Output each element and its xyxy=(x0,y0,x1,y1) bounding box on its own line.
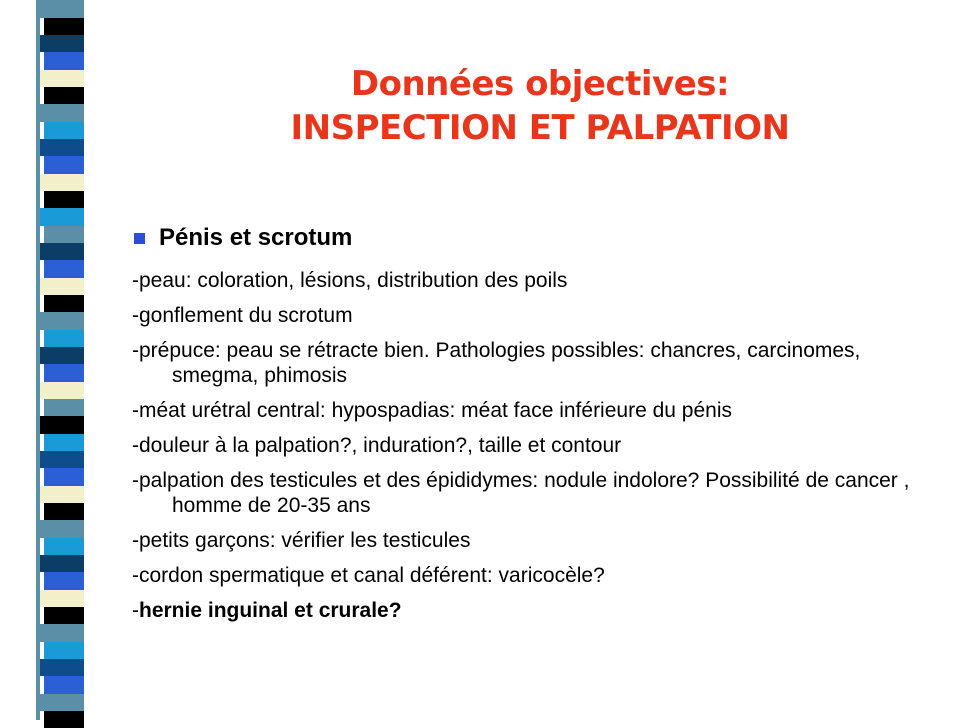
body-line: -petits garçons: vérifier les testicules xyxy=(132,529,471,552)
slide-title xyxy=(120,62,960,150)
stripe-block xyxy=(40,486,84,503)
stripe-block xyxy=(40,590,84,607)
body-line: -palpation des testicules et des épididymes: nodule indolore? Possibilité de cancer , homme de 20-35 ans xyxy=(132,469,910,517)
bullet-heading xyxy=(132,218,932,258)
stripe-block xyxy=(40,555,84,572)
stripe-block xyxy=(44,330,84,347)
stripe-block xyxy=(44,156,84,174)
stripe-block xyxy=(44,364,84,382)
bullet-heading-text: Pénis et scrotum xyxy=(159,224,353,251)
stripe-block xyxy=(44,295,84,312)
decorative-stripe-bar xyxy=(0,0,84,720)
title-line-2: INSPECTION ET PALPATION xyxy=(290,108,790,148)
stripe-block xyxy=(40,312,84,330)
stripe-block xyxy=(44,538,84,555)
stripe-block xyxy=(40,278,84,295)
stripe-block xyxy=(40,35,84,52)
stripe-block xyxy=(40,174,84,191)
stripe-block xyxy=(44,607,84,624)
stripe-block xyxy=(44,642,84,659)
slide-body xyxy=(132,218,932,623)
stripe-block xyxy=(44,468,84,486)
stripe-block xyxy=(40,243,84,260)
stripe-block xyxy=(40,416,84,434)
stripe-block xyxy=(40,694,84,711)
last-line-bold: hernie inguinal et crurale? xyxy=(139,599,402,622)
stripe-block xyxy=(44,434,84,451)
stripe-edge xyxy=(36,0,40,720)
stripe-block xyxy=(44,260,84,278)
square-bullet-icon xyxy=(134,233,145,244)
body-line: -cordon spermatique et canal déférent: varicocèle? xyxy=(132,564,605,587)
last-line-prefix: - xyxy=(132,599,139,622)
stripe-block xyxy=(40,382,84,399)
stripe-block xyxy=(44,18,84,35)
stripe-block xyxy=(40,347,84,364)
stripe-block xyxy=(40,104,84,122)
stripe-block xyxy=(44,676,84,694)
body-line: -prépuce: peau se rétracte bien. Pathologies possibles: chancres, carcinomes, smegma, phimosis xyxy=(132,339,861,387)
stripe-block xyxy=(44,226,84,243)
body-line: -peau: coloration, lésions, distribution des poils xyxy=(132,269,568,292)
stripe-block xyxy=(40,624,84,642)
stripe-block xyxy=(44,122,84,139)
stripe-block xyxy=(40,0,84,18)
stripe-block xyxy=(44,52,84,70)
stripe-block xyxy=(40,520,84,538)
stripe-block xyxy=(40,451,84,468)
body-line: -méat urétral central: hypospadias: méat face inférieure du pénis xyxy=(132,399,732,422)
stripe-block xyxy=(44,399,84,416)
stripe-block xyxy=(44,572,84,590)
title-line-1: Données objectives: xyxy=(350,64,730,104)
body-line-last xyxy=(132,598,932,623)
body-line: -douleur à la palpation?, induration?, taille et contour xyxy=(132,434,622,457)
stripe-block xyxy=(40,659,84,676)
stripe-block xyxy=(44,191,84,208)
stripe-block xyxy=(44,503,84,520)
stripe-block xyxy=(40,208,84,226)
stripe-block xyxy=(44,87,84,104)
body-line: -gonflement du scrotum xyxy=(132,304,353,327)
stripe-block xyxy=(40,139,84,156)
stripe-block xyxy=(40,70,84,87)
